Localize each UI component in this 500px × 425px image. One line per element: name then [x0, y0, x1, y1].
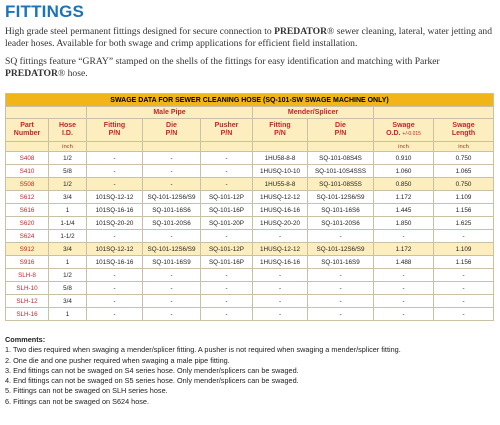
table-row: [6, 178, 494, 191]
table-cell: SQ-101-16P: [201, 256, 253, 269]
table-cell: SLH-8: [6, 269, 49, 282]
table-title: SWAGE DATA FOR SEWER CLEANING HOSE (SQ-101-SW SWAGE MACHINE ONLY): [6, 94, 494, 107]
table-cell: -: [374, 269, 434, 282]
table-cell: 101SQ-12-12: [87, 191, 143, 204]
table-cell: 101SQ-20-20: [87, 217, 143, 230]
col-part-number: Part Number: [6, 119, 49, 142]
table-cell: 5/8: [49, 282, 87, 295]
table-row: [6, 191, 494, 204]
table-cell: 101SQ-12-12: [87, 243, 143, 256]
table-cell: SQ-101-12S6/S9: [143, 191, 201, 204]
col-swage-od: Swage O.D. +/-0.015: [374, 119, 434, 142]
table-cell: S408: [6, 152, 49, 165]
table-cell: -: [143, 165, 201, 178]
table-cell: 0.850: [374, 178, 434, 191]
intro-paragraph-2: [5, 56, 497, 80]
group-male-pipe: Male Pipe: [87, 107, 253, 119]
table-cell: -: [87, 178, 143, 191]
comment-item: 6. Fittings can not be swaged on S624 hose.: [5, 396, 150, 406]
table-cell: SQ-101-12S6/S9: [308, 243, 374, 256]
intro-paragraph-1: [5, 26, 497, 50]
table-cell: SQ-101-08S5S: [308, 178, 374, 191]
table-cell: 1.109: [434, 191, 494, 204]
table-row: [6, 308, 494, 321]
table-cell: 1HUSQ-16-16: [253, 256, 308, 269]
table-cell: 1: [49, 308, 87, 321]
table-cell: -: [87, 269, 143, 282]
col-fitting-pn: Fitting P/N: [87, 119, 143, 142]
table-cell: -: [201, 295, 253, 308]
table-cell: -: [143, 308, 201, 321]
table-cell: 1: [49, 204, 87, 217]
table-cell: -: [87, 152, 143, 165]
table-row: [6, 256, 494, 269]
table-cell: SQ-101-12P: [201, 191, 253, 204]
table-row: [6, 152, 494, 165]
table-cell: -: [87, 282, 143, 295]
table-cell: S612: [6, 191, 49, 204]
comment-item: 1. Two dies required when swaging a mender/splicer fitting. A pusher is not required when swaging a mender/splicer fitting.: [5, 345, 401, 355]
col-hose-id: Hose I.D.: [49, 119, 87, 142]
table-cell: 1.625: [434, 217, 494, 230]
table-cell: -: [374, 295, 434, 308]
table-cell: 1.445: [374, 204, 434, 217]
unit-swage-length-inch: inch: [434, 142, 494, 152]
table-cell: 1.156: [434, 204, 494, 217]
table-cell: 5/8: [49, 165, 87, 178]
table-cell: -: [201, 165, 253, 178]
table-cell: SQ-101-16S9: [143, 256, 201, 269]
table-cell: -: [87, 308, 143, 321]
table-row: [6, 217, 494, 230]
unit-hose-inch: inch: [49, 142, 87, 152]
table-cell: -: [143, 178, 201, 191]
table-cell: 1.156: [434, 256, 494, 269]
table-cell: 1HU58-8-8: [253, 152, 308, 165]
brand-name: PREDATOR: [274, 26, 328, 37]
table-cell: S616: [6, 204, 49, 217]
table-cell: -: [201, 282, 253, 295]
table-cell: -: [143, 269, 201, 282]
table-cell: 0.910: [374, 152, 434, 165]
table-cell: -: [253, 230, 308, 243]
table-body: [6, 152, 494, 321]
table-cell: -: [308, 282, 374, 295]
unit-cell: [253, 142, 308, 152]
group-spacer: [374, 107, 494, 119]
col-die-pn: Die P/N: [143, 119, 201, 142]
table-cell: -: [201, 230, 253, 243]
table-cell: -: [308, 308, 374, 321]
table-row: [6, 295, 494, 308]
table-row: [6, 269, 494, 282]
table-cell: 1.850: [374, 217, 434, 230]
comment-item: 2. One die and one pusher required when swaging a male pipe fitting.: [5, 355, 230, 365]
table-cell: S508: [6, 178, 49, 191]
table-cell: -: [253, 308, 308, 321]
table-cell: -: [434, 230, 494, 243]
unit-cell: [6, 142, 49, 152]
table-cell: 1-1/2: [49, 230, 87, 243]
table-cell: -: [434, 282, 494, 295]
intro-text: High grade steel permanent fittings designed for secure connection to: [5, 26, 275, 37]
table-row: [6, 282, 494, 295]
swage-data-table: [5, 93, 494, 321]
table-cell: SQ-101-20S6: [143, 217, 201, 230]
table-cell: 1.060: [374, 165, 434, 178]
table-cell: -: [201, 152, 253, 165]
table-cell: 3/4: [49, 295, 87, 308]
col-pusher-pn: Pusher P/N: [201, 119, 253, 142]
table-cell: -: [434, 295, 494, 308]
table-cell: SQ-101-20P: [201, 217, 253, 230]
table-cell: -: [374, 230, 434, 243]
unit-cell: [201, 142, 253, 152]
table-cell: 1: [49, 256, 87, 269]
intro-text: ® sewer cleaning, lateral, water jetting and leader hoses. Available for both swage and crimp applications for efficient field installation.: [5, 26, 493, 49]
table-row: [6, 165, 494, 178]
table-cell: -: [308, 230, 374, 243]
table-cell: SQ-101-16S6: [143, 204, 201, 217]
table-cell: -: [374, 282, 434, 295]
table-cell: -: [374, 308, 434, 321]
table-cell: 1.109: [434, 243, 494, 256]
table-cell: -: [308, 295, 374, 308]
table-cell: 0.750: [434, 152, 494, 165]
comment-item: 4. End fittings can not be swaged on S5 series hose. Only mender/splicers can be swaged.: [5, 376, 299, 386]
table-row: [6, 243, 494, 256]
table-cell: -: [143, 282, 201, 295]
table-cell: 1.488: [374, 256, 434, 269]
unit-cell: [308, 142, 374, 152]
brand-name: PREDATOR: [5, 68, 58, 79]
group-spacer: [6, 107, 87, 119]
table-cell: S624: [6, 230, 49, 243]
table-cell: 1.172: [374, 191, 434, 204]
comments-section: [5, 335, 401, 407]
group-mender-splicer: Mender/Splicer: [253, 107, 374, 119]
table-cell: -: [87, 230, 143, 243]
unit-cell: [87, 142, 143, 152]
comment-item: 5. Fittings can not be swaged on SLH series hose.: [5, 386, 168, 396]
table-cell: -: [308, 269, 374, 282]
table-cell: SQ-101-12P: [201, 243, 253, 256]
table-cell: S912: [6, 243, 49, 256]
table-cell: 101SQ-16-16: [87, 204, 143, 217]
table-cell: -: [253, 269, 308, 282]
table-cell: S916: [6, 256, 49, 269]
col-mender-fitting-pn: Fitting P/N: [253, 119, 308, 142]
intro-text: ® hose.: [57, 68, 88, 79]
table-cell: 1.065: [434, 165, 494, 178]
table-cell: -: [87, 165, 143, 178]
table-row: [6, 204, 494, 217]
table-cell: SQ-101-12S6/S9: [143, 243, 201, 256]
table-cell: SQ-101-10S4SSS: [308, 165, 374, 178]
page-title: FITTINGS: [5, 2, 85, 21]
table-cell: -: [143, 152, 201, 165]
comment-item: 3. End fittings can not be swaged on S4 series hose. Only mender/splicers can be swaged.: [5, 365, 299, 375]
table-cell: -: [253, 295, 308, 308]
table-cell: 1HU55-8-8: [253, 178, 308, 191]
col-mender-die-pn: Die P/N: [308, 119, 374, 142]
table-cell: SQ-101-16S6: [308, 204, 374, 217]
table-cell: -: [434, 269, 494, 282]
table-cell: SQ-101-20S6: [308, 217, 374, 230]
table-cell: SQ-101-08S4S: [308, 152, 374, 165]
col-swage-length: Swage Length: [434, 119, 494, 142]
table-cell: -: [201, 308, 253, 321]
table-cell: SLH-16: [6, 308, 49, 321]
table-cell: SLH-10: [6, 282, 49, 295]
comments-heading: Comments:: [5, 335, 46, 344]
table-cell: S620: [6, 217, 49, 230]
table-cell: -: [201, 178, 253, 191]
table-cell: SQ-101-16S9: [308, 256, 374, 269]
table-cell: 1.172: [374, 243, 434, 256]
table-cell: 3/4: [49, 243, 87, 256]
table-cell: 1HUSQ-12-12: [253, 191, 308, 204]
table-cell: 1HUSQ-10-10: [253, 165, 308, 178]
table-cell: SQ-101-16P: [201, 204, 253, 217]
table-cell: 1/2: [49, 178, 87, 191]
table-cell: 1HUSQ-20-20: [253, 217, 308, 230]
unit-swage-od-inch: inch: [374, 142, 434, 152]
table-cell: -: [253, 282, 308, 295]
table-cell: SLH-12: [6, 295, 49, 308]
table-cell: 0.750: [434, 178, 494, 191]
table-cell: 1/2: [49, 269, 87, 282]
table-cell: 1-1/4: [49, 217, 87, 230]
table-row: [6, 230, 494, 243]
table-cell: -: [143, 295, 201, 308]
table-cell: S410: [6, 165, 49, 178]
table-cell: 3/4: [49, 191, 87, 204]
table-cell: -: [87, 295, 143, 308]
unit-cell: [143, 142, 201, 152]
table-cell: -: [201, 269, 253, 282]
intro-text: SQ fittings feature “GRAY” stamped on the shells of the fittings for easy identification and matching with Parker: [5, 56, 440, 67]
table-cell: 101SQ-16-16: [87, 256, 143, 269]
table-cell: -: [434, 308, 494, 321]
table-cell: SQ-101-12S6/S9: [308, 191, 374, 204]
table-cell: 1/2: [49, 152, 87, 165]
table-cell: -: [143, 230, 201, 243]
table-cell: 1HUSQ-12-12: [253, 243, 308, 256]
table-cell: 1HUSQ-16-16: [253, 204, 308, 217]
